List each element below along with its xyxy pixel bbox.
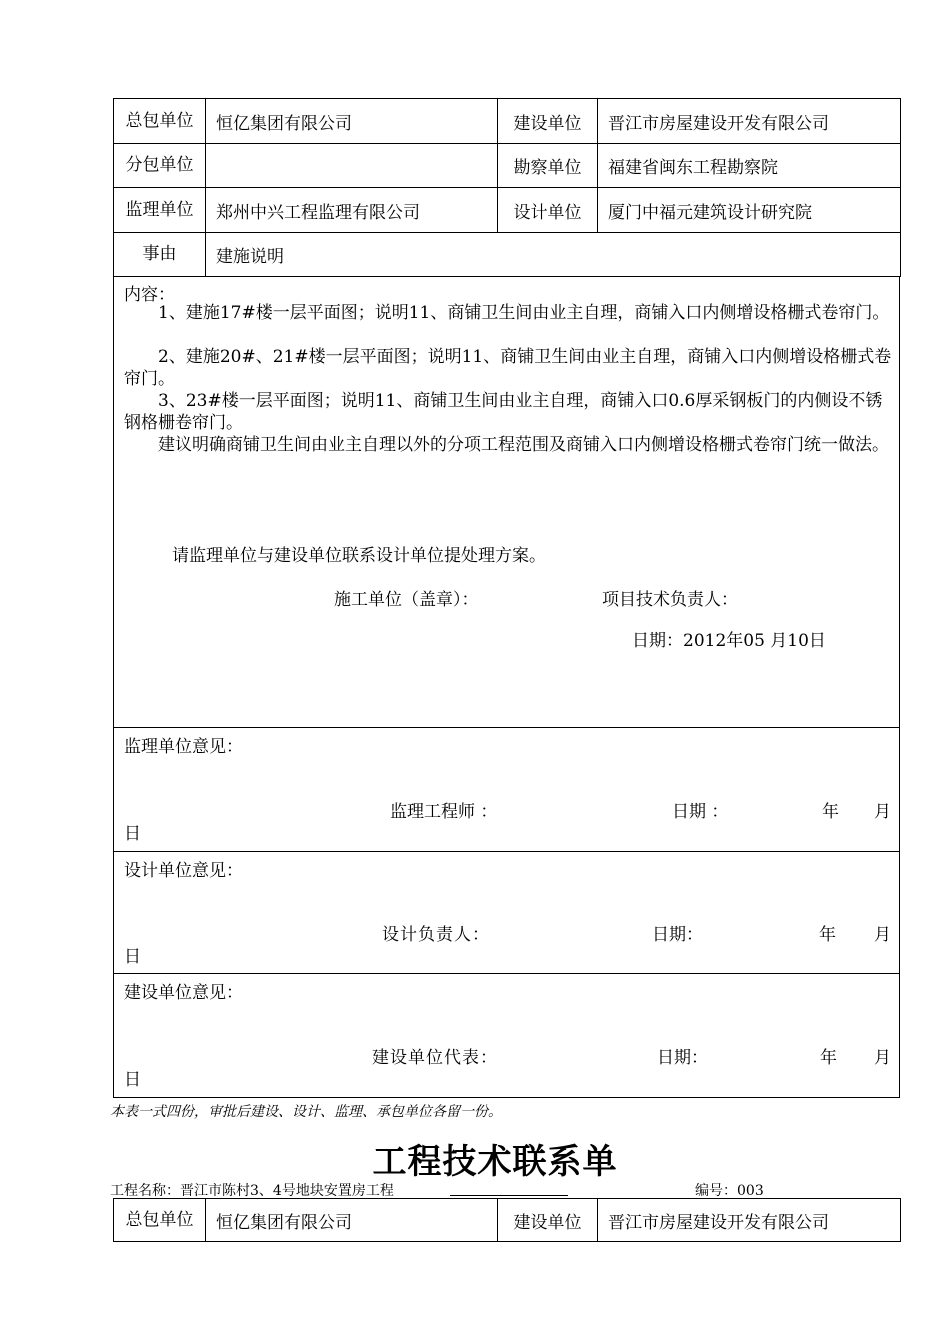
content-section xyxy=(113,276,900,728)
form2-table xyxy=(113,1198,901,1242)
opinion-day: 日 xyxy=(124,824,141,844)
opinion-month: 月 xyxy=(874,925,891,945)
footer-note: 本表一式四份，审批后建设、设计、监理、承包单位各留一份。 xyxy=(110,1104,502,1120)
table-row xyxy=(114,99,901,144)
sign-person: 项目技术负责人： xyxy=(602,590,738,610)
owner-opinion xyxy=(113,974,900,1098)
subcontractor-label: 分包单位 xyxy=(114,144,206,188)
opinion-date-label: 日期 ： xyxy=(672,802,729,822)
designer-label: 设计单位 xyxy=(498,188,598,233)
subject-label: 事由 xyxy=(114,233,206,277)
opinion-date-label: 日期： xyxy=(652,925,703,945)
supervisor-label: 监理单位 xyxy=(114,188,206,233)
opinion-signer: 建设单位代表： xyxy=(372,1048,498,1068)
form-title: 工程技术联系单 xyxy=(372,1142,618,1182)
opinion-year: 年 xyxy=(820,1048,837,1068)
project-name-underline xyxy=(450,1195,568,1196)
owner-value: 晋江市房屋建设开发有限公司 xyxy=(598,1199,901,1242)
owner-label: 建设单位 xyxy=(498,99,598,144)
opinion-signer: 设计负责人： xyxy=(382,925,490,945)
header-table xyxy=(113,98,901,277)
opinion-title: 设计单位意见： xyxy=(124,861,243,881)
opinion-year: 年 xyxy=(819,925,836,945)
request-text: 请监理单位与建设单位联系设计单位提处理方案。 xyxy=(172,546,546,566)
opinion-date-label: 日期： xyxy=(657,1048,708,1068)
general-contractor-label: 总包单位 xyxy=(114,99,206,144)
opinion-month: 月 xyxy=(874,1048,891,1068)
supervisor-opinion xyxy=(113,728,900,852)
table-row xyxy=(114,144,901,188)
table-row xyxy=(114,233,901,277)
opinion-signer: 监理工程师 ： xyxy=(390,802,498,822)
general-contractor-label: 总包单位 xyxy=(114,1199,206,1242)
general-contractor-value: 恒亿集团有限公司 xyxy=(206,1199,498,1242)
designer-value: 厦门中福元建筑设计研究院 xyxy=(598,188,901,233)
sign-unit: 施工单位（盖章）： xyxy=(334,590,479,610)
opinion-year: 年 xyxy=(822,802,839,822)
designer-opinion xyxy=(113,852,900,974)
general-contractor-value: 恒亿集团有限公司 xyxy=(206,99,498,144)
opinion-month: 月 xyxy=(874,802,891,822)
opinion-title: 建设单位意见： xyxy=(124,983,243,1003)
content-item-4: 建议明确商铺卫生间由业主自理以外的分项工程范围及商铺入口内侧增设格栅式卷帘门统一做法。 xyxy=(158,435,889,455)
content-item-2: 2、建施20#、21#楼一层平面图；说明11、商铺卫生间由业主自理，商铺入口内侧增设格栅式卷帘门。 xyxy=(124,347,892,389)
content-date: 日期：2012年05 月10日 xyxy=(632,631,826,651)
table-row xyxy=(114,1199,901,1242)
opinion-title: 监理单位意见： xyxy=(124,737,243,757)
supervisor-value: 郑州中兴工程监理有限公司 xyxy=(206,188,498,233)
survey-label: 勘察单位 xyxy=(498,144,598,188)
subcontractor-value xyxy=(206,144,498,188)
subject-value: 建施说明 xyxy=(206,233,901,277)
content-heading: 内容： xyxy=(124,285,175,305)
opinion-day: 日 xyxy=(124,1070,141,1090)
serial-number: 编号：003 xyxy=(695,1183,764,1199)
table-row xyxy=(114,188,901,233)
survey-value: 福建省闽东工程勘察院 xyxy=(598,144,901,188)
owner-value: 晋江市房屋建设开发有限公司 xyxy=(598,99,901,144)
opinion-day: 日 xyxy=(124,947,141,967)
owner-label: 建设单位 xyxy=(498,1199,598,1242)
project-name: 工程名称：晋江市陈村3、4号地块安置房工程 xyxy=(110,1183,394,1199)
content-item-3: 3、23#楼一层平面图；说明11、商铺卫生间由业主自理，商铺入口0.6厚采钢板门的内侧设不锈钢格栅卷帘门。 xyxy=(124,391,883,433)
content-item-1: 1、建施17#楼一层平面图；说明11、商铺卫生间由业主自理，商铺入口内侧增设格栅式卷帘门。 xyxy=(158,303,890,323)
